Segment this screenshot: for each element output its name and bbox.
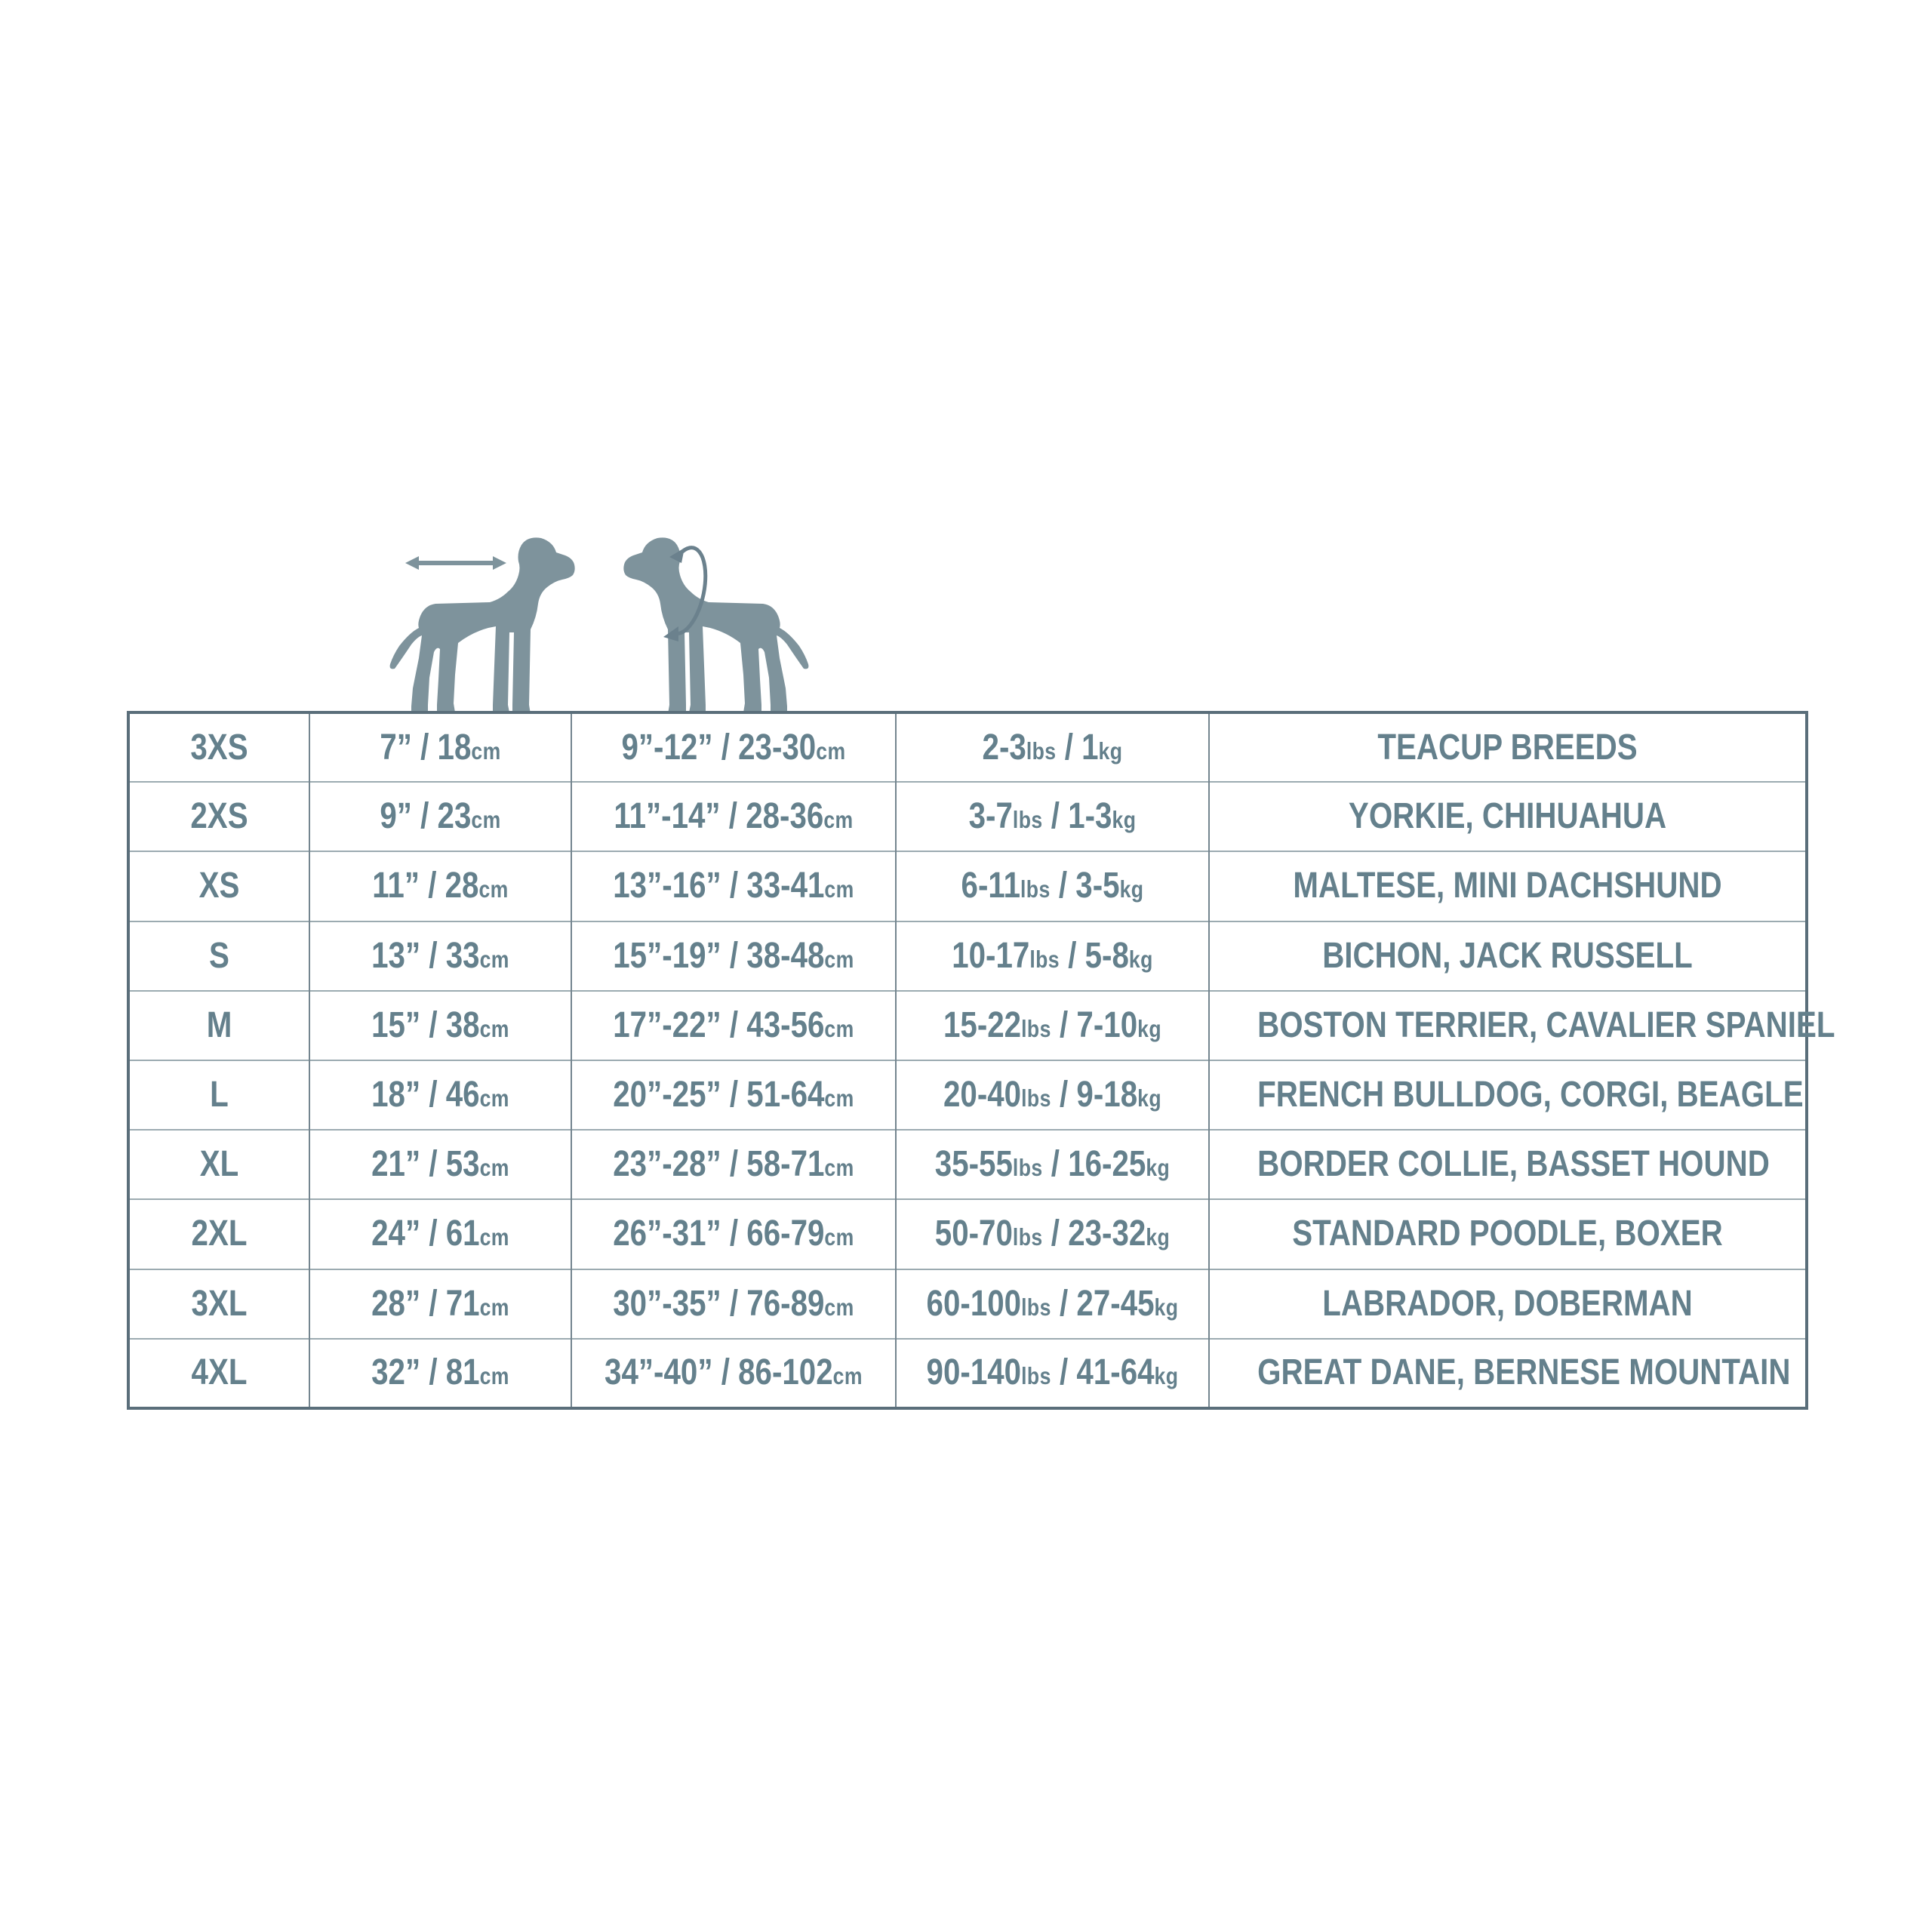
unit-label: cm xyxy=(824,875,854,903)
size-cell-text: XL xyxy=(199,1144,239,1185)
back-length-cell xyxy=(309,991,571,1060)
unit-label: lbs xyxy=(1021,1084,1051,1112)
unit-label: lbs xyxy=(1012,1154,1043,1182)
size-cell-text: 4XL xyxy=(191,1352,248,1393)
size-table-row xyxy=(128,991,1807,1060)
unit-label: cm xyxy=(478,875,509,903)
unit-label: kg xyxy=(1098,737,1123,764)
size-cell-text: M xyxy=(206,1004,232,1045)
weight-cell xyxy=(896,1060,1209,1130)
size-cell-text: L xyxy=(210,1075,229,1115)
back-length-cell-text: 13” / 33cm xyxy=(371,935,509,976)
breeds-cell xyxy=(1209,712,1807,782)
back-length-cell xyxy=(309,1339,571,1408)
chest-girth-cell-text: 30”-35” / 76-89cm xyxy=(613,1283,854,1324)
unit-label: kg xyxy=(1119,875,1144,903)
weight-cell xyxy=(896,782,1209,851)
unit-label: cm xyxy=(471,737,501,764)
breeds-cell-text: BOSTON TERRIER, CAVALIER SPANIEL xyxy=(1257,1004,1835,1045)
weight-cell-text: 35-55lbs / 16-25kg xyxy=(934,1144,1171,1185)
chest-girth-cell xyxy=(571,1269,896,1339)
back-length-cell-text: 24” / 61cm xyxy=(371,1214,509,1254)
back-length-cell-text: 18” / 46cm xyxy=(371,1075,509,1115)
weight-cell xyxy=(896,712,1209,782)
weight-cell-text: 90-140lbs / 41-64kg xyxy=(926,1352,1179,1393)
size-table-row xyxy=(128,782,1807,851)
chest-girth-cell xyxy=(571,1339,896,1408)
size-cell-text: 3XL xyxy=(191,1283,248,1324)
size-cell xyxy=(128,782,309,851)
back-length-cell-text: 15” / 38cm xyxy=(371,1004,509,1045)
breeds-cell-text: MALTESE, MINI DACHSHUND xyxy=(1293,866,1722,906)
unit-label: cm xyxy=(479,1154,509,1182)
size-table-row xyxy=(128,712,1807,782)
breeds-cell-text: STANDARD POODLE, BOXER xyxy=(1292,1214,1723,1254)
size-table-row xyxy=(128,1339,1807,1408)
weight-cell-text: 15-22lbs / 7-10kg xyxy=(943,1004,1162,1045)
weight-cell-text: 20-40lbs / 9-18kg xyxy=(943,1075,1162,1115)
unit-label: lbs xyxy=(1020,875,1051,903)
unit-label: cm xyxy=(824,1154,854,1182)
size-cell-text: 3XS xyxy=(190,727,248,768)
chest-girth-cell-text: 13”-16” / 33-41cm xyxy=(613,866,854,906)
unit-label: cm xyxy=(824,1293,854,1321)
size-cell xyxy=(128,1339,309,1408)
unit-label: cm xyxy=(823,806,854,834)
chest-girth-cell-text: 17”-22” / 43-56cm xyxy=(613,1004,854,1045)
unit-label: lbs xyxy=(1026,737,1057,764)
weight-cell-text: 10-17lbs / 5-8kg xyxy=(952,935,1153,976)
breeds-cell xyxy=(1209,1130,1807,1199)
unit-label: cm xyxy=(471,806,501,834)
unit-label: lbs xyxy=(1021,1362,1051,1390)
dog-size-chart xyxy=(127,711,1835,1410)
unit-label: lbs xyxy=(1012,806,1043,834)
back-length-cell-text: 21” / 53cm xyxy=(371,1144,509,1185)
size-cell xyxy=(128,712,309,782)
unit-label: lbs xyxy=(1012,1223,1043,1251)
chest-girth-cell xyxy=(571,1199,896,1269)
chest-girth-cell xyxy=(571,851,896,921)
dog-measurement-illustration xyxy=(381,527,811,714)
breeds-cell-text: TEACUP BREEDS xyxy=(1377,727,1638,768)
breeds-cell-text: FRENCH BULLDOG, CORGI, BEAGLE xyxy=(1257,1075,1804,1115)
size-cell xyxy=(128,1269,309,1339)
weight-cell-text: 6-11lbs / 3-5kg xyxy=(961,866,1144,906)
back-length-cell-text: 7” / 18cm xyxy=(380,727,501,768)
chest-girth-cell-text: 9”-12” / 23-30cm xyxy=(621,727,846,768)
unit-label: kg xyxy=(1154,1293,1179,1321)
unit-label: kg xyxy=(1112,806,1137,834)
chest-girth-cell-text: 11”-14” / 28-36cm xyxy=(614,796,854,837)
chest-girth-cell-text: 26”-31” / 66-79cm xyxy=(613,1214,854,1254)
breeds-cell-text: GREAT DANE, BERNESE MOUNTAIN xyxy=(1257,1352,1791,1393)
size-table-body xyxy=(128,712,1835,1408)
unit-label: cm xyxy=(479,1293,509,1321)
back-length-cell-text: 11” / 28cm xyxy=(372,866,509,906)
back-length-cell xyxy=(309,851,571,921)
back-length-arrow-icon xyxy=(405,556,506,570)
unit-label: kg xyxy=(1146,1223,1171,1251)
breeds-cell xyxy=(1209,851,1807,921)
weight-cell xyxy=(896,1269,1209,1339)
chest-girth-cell-text: 23”-28” / 58-71cm xyxy=(613,1144,854,1185)
unit-label: cm xyxy=(479,1223,509,1251)
unit-label: cm xyxy=(479,1362,509,1390)
back-length-cell-text: 9” / 23cm xyxy=(380,796,501,837)
size-cell xyxy=(128,851,309,921)
size-table-row xyxy=(128,1199,1807,1269)
weight-cell-text: 2-3lbs / 1kg xyxy=(982,727,1123,768)
back-length-cell xyxy=(309,1130,571,1199)
size-cell xyxy=(128,1060,309,1130)
chest-girth-cell-text: 15”-19” / 38-48cm xyxy=(613,935,854,976)
breeds-cell-text: BICHON, JACK RUSSELL xyxy=(1322,935,1693,976)
dog-illustration-svg xyxy=(381,527,811,714)
unit-label: lbs xyxy=(1029,945,1060,973)
chest-girth-cell xyxy=(571,921,896,991)
unit-label: cm xyxy=(824,1014,854,1042)
size-cell-text: 2XS xyxy=(190,796,248,837)
back-length-cell xyxy=(309,1269,571,1339)
breeds-cell xyxy=(1209,1339,1807,1408)
size-cell xyxy=(128,921,309,991)
unit-label: kg xyxy=(1128,945,1153,973)
back-length-cell xyxy=(309,712,571,782)
unit-label: kg xyxy=(1146,1154,1171,1182)
chest-girth-cell xyxy=(571,1130,896,1199)
back-length-cell xyxy=(309,1199,571,1269)
size-cell-text: 2XL xyxy=(191,1214,248,1254)
weight-cell xyxy=(896,851,1209,921)
unit-label: kg xyxy=(1154,1362,1179,1390)
weight-cell xyxy=(896,921,1209,991)
breeds-cell xyxy=(1209,1269,1807,1339)
back-length-cell xyxy=(309,921,571,991)
back-length-cell-text: 32” / 81cm xyxy=(371,1352,509,1393)
chest-girth-cell xyxy=(571,1060,896,1130)
chest-girth-cell-text: 20”-25” / 51-64cm xyxy=(613,1075,854,1115)
dog-mirrored-silhouette xyxy=(623,537,808,714)
unit-label: cm xyxy=(479,1084,509,1112)
size-cell xyxy=(128,1130,309,1199)
breeds-cell-text: YORKIE, CHIHUAHUA xyxy=(1348,796,1667,837)
weight-cell xyxy=(896,1199,1209,1269)
unit-label: cm xyxy=(832,1362,863,1390)
unit-label: cm xyxy=(824,1223,854,1251)
weight-cell xyxy=(896,1339,1209,1408)
unit-label: cm xyxy=(816,737,846,764)
size-table-row xyxy=(128,921,1807,991)
breeds-cell xyxy=(1209,782,1807,851)
size-table-row xyxy=(128,1130,1807,1199)
size-table-row xyxy=(128,1269,1807,1339)
breeds-cell xyxy=(1209,921,1807,991)
unit-label: cm xyxy=(824,945,854,973)
breeds-cell xyxy=(1209,1060,1807,1130)
back-length-cell-text: 28” / 71cm xyxy=(371,1283,509,1324)
unit-label: kg xyxy=(1137,1084,1162,1112)
weight-cell xyxy=(896,991,1209,1060)
weight-cell-text: 3-7lbs / 1-3kg xyxy=(968,796,1137,837)
size-cell-text: XS xyxy=(198,866,240,906)
breeds-cell xyxy=(1209,991,1835,1060)
back-length-cell xyxy=(309,1060,571,1130)
unit-label: cm xyxy=(824,1084,854,1112)
size-cell xyxy=(128,1199,309,1269)
weight-cell-text: 50-70lbs / 23-32kg xyxy=(934,1214,1171,1254)
unit-label: cm xyxy=(479,945,509,973)
chest-girth-cell xyxy=(571,712,896,782)
unit-label: lbs xyxy=(1021,1293,1051,1321)
chest-girth-cell-text: 34”-40” / 86-102cm xyxy=(605,1352,863,1393)
size-cell xyxy=(128,991,309,1060)
unit-label: kg xyxy=(1137,1014,1162,1042)
size-cell-text: S xyxy=(209,935,229,976)
weight-cell-text: 60-100lbs / 27-45kg xyxy=(926,1283,1179,1324)
back-length-cell xyxy=(309,782,571,851)
unit-label: cm xyxy=(479,1014,509,1042)
weight-cell xyxy=(896,1130,1209,1199)
chest-girth-cell xyxy=(571,782,896,851)
breeds-cell-text: BORDER COLLIE, BASSET HOUND xyxy=(1257,1144,1770,1185)
chest-girth-cell xyxy=(571,991,896,1060)
unit-label: lbs xyxy=(1021,1014,1051,1042)
size-table-row xyxy=(128,1060,1807,1130)
breeds-cell xyxy=(1209,1199,1807,1269)
breeds-cell-text: LABRADOR, DOBERMAN xyxy=(1322,1283,1693,1324)
size-table-row xyxy=(128,851,1807,921)
